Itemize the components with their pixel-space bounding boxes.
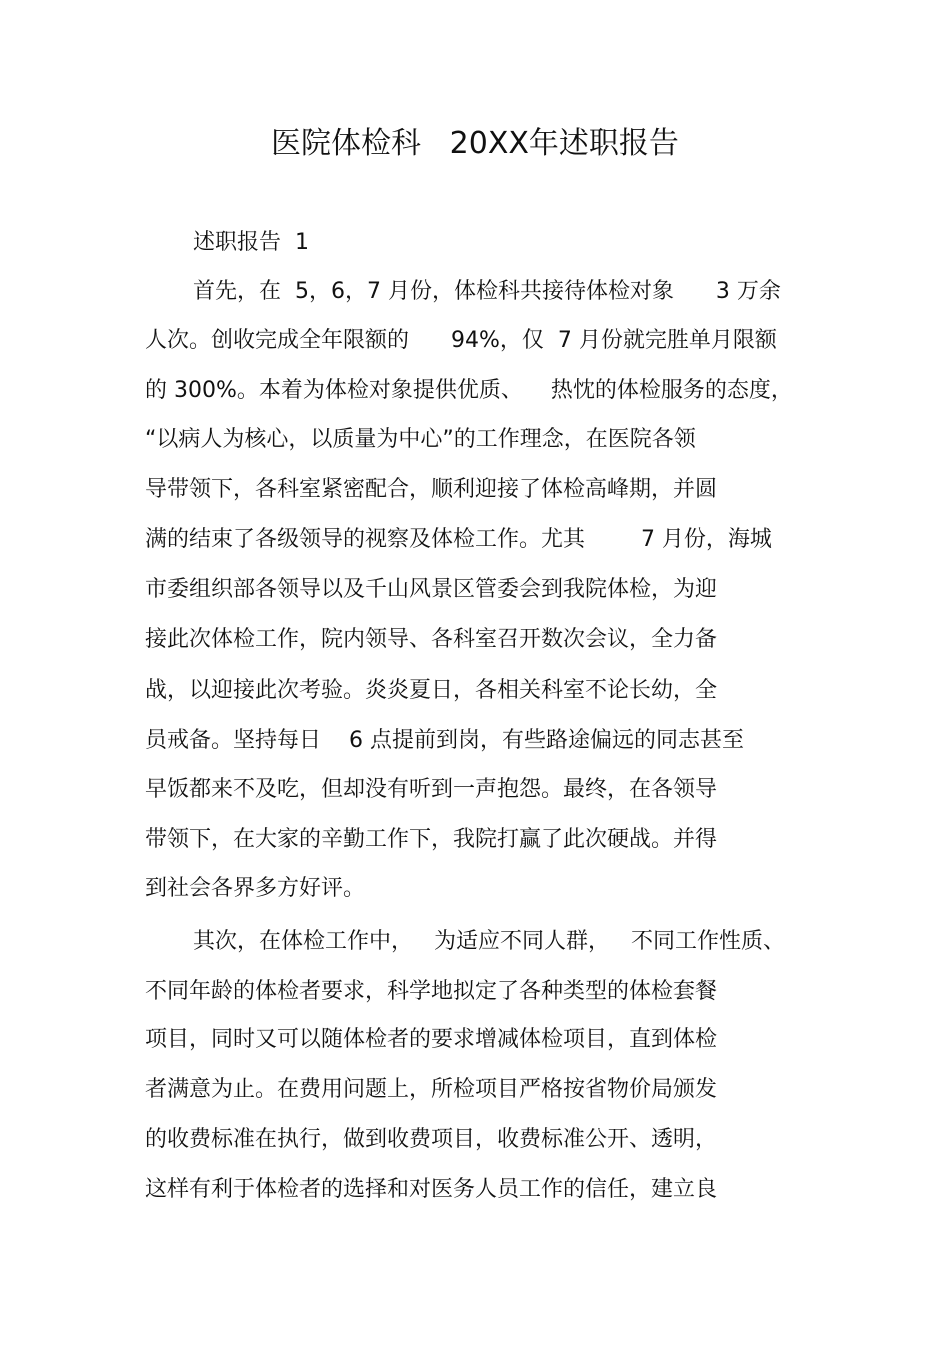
paragraph-line: 战，以迎接此次考验。炎炎夏日，各相关科室不论长幼，全	[145, 678, 718, 703]
paragraph-line: 的 300%。本着为体检对象提供优质、 热忱的体检服务的态度，	[145, 378, 793, 403]
paragraph-line: 其次，在体检工作中， 为适应不同人群， 不同工作性质、	[193, 929, 785, 954]
document-title: 医院体检科 20XX年述职报告	[271, 126, 679, 161]
paragraph-line: 市委组织部各领导以及千山风景区管委会到我院体检，为迎	[145, 577, 718, 602]
paragraph-line: 人次。创收完成全年限额的 94%，仅 7 月份就完胜单月限额	[145, 328, 777, 353]
paragraph-line: 接此次体检工作，院内领导、各科室召开数次会议，全力备	[145, 627, 718, 652]
paragraph-line: 带领下，在大家的辛勤工作下，我院打赢了此次硬战。并得	[145, 827, 718, 852]
paragraph-line: 满的结束了各级领导的视察及体检工作。尤其 7 月份，海城	[145, 527, 772, 552]
paragraph-line: 早饭都来不及吃，但却没有听到一声抱怨。最终，在各领导	[145, 777, 718, 802]
paragraph-line: 的收费标准在执行，做到收费项目，收费标准公开、透明，	[145, 1127, 718, 1152]
paragraph-line: 导带领下，各科室紧密配合，顺利迎接了体检高峰期，并圆	[145, 477, 718, 502]
paragraph-line: “以病人为核心，以质量为中心”的工作理念，在医院各领	[145, 427, 696, 452]
section-heading: 述职报告 1	[193, 230, 309, 255]
paragraph-line: 首先，在 5，6，7 月份，体检科共接待体检对象 3 万余	[193, 279, 781, 304]
paragraph-line: 项目，同时又可以随体检者的要求增减体检项目，直到体检	[145, 1027, 718, 1052]
paragraph-line: 到社会各界多方好评。	[145, 876, 366, 901]
paragraph-line: 这样有利于体检者的选择和对医务人员工作的信任，建立良	[145, 1177, 718, 1202]
paragraph-line: 不同年龄的体检者要求，科学地拟定了各种类型的体检套餐	[145, 979, 718, 1004]
paragraph-line: 者满意为止。在费用问题上，所检项目严格按省物价局颁发	[145, 1077, 718, 1102]
paragraph-line: 员戒备。坚持每日 6 点提前到岗，有些路途偏远的同志甚至	[145, 728, 744, 753]
